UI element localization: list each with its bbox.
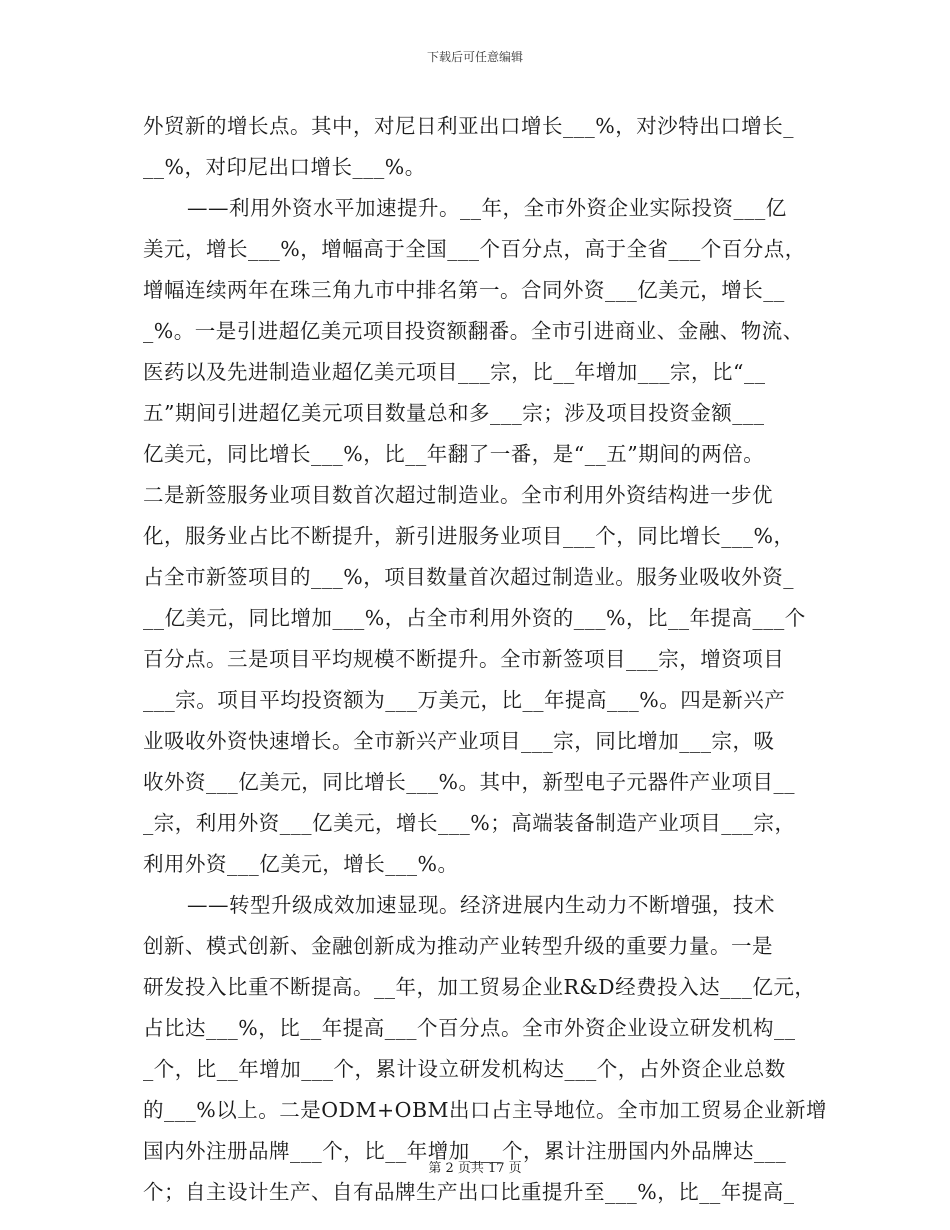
text-line: 业吸收外资快速增长。全市新兴产业项目___宗，同比增加___宗，吸	[143, 729, 775, 753]
page-number: 第 2 页共 17 页	[428, 1161, 522, 1176]
text-line: ——利用外资水平加速提升。__年，全市外资企业实际投资___亿	[187, 196, 787, 220]
text-line: 美元，增长___%，增幅高于全国___个百分点，高于全省___个百分点，	[143, 237, 806, 261]
text-line: 外贸新的增长点。其中，对尼日利亚出口增长___%，对沙特出口增长_	[143, 114, 794, 138]
text-line: 个；自主设计生产、自有品牌生产出口比重提升至___%，比__年提高_	[143, 1180, 795, 1204]
text-line: 创新、模式创新、金融创新成为推动产业转型升级的重要力量。一是	[143, 934, 773, 958]
text-line: _%。一是引进超亿美元项目投资额翻番。全市引进商业、金融、物流、	[143, 319, 804, 343]
text-line: 医药以及先进制造业超亿美元项目___宗，比__年增加___宗，比“__	[143, 360, 766, 384]
text-line: ——转型升级成效加速显现。经济进展内生动力不断增强，技术	[187, 893, 775, 917]
text-line: 五”期间引进超亿美元项目数量总和多___宗；涉及项目投资金额___	[143, 401, 765, 425]
text-line: 收外资___亿美元，同比增长___%。其中，新型电子元器件产业项目__	[143, 770, 795, 794]
text-line: 增幅连续两年在珠三角九市中排名第一。合同外资___亿美元，增长__	[143, 278, 785, 302]
text-line: 研发投入比重不断提高。__年，加工贸易企业R&D经费投入达___亿元，	[143, 975, 816, 999]
text-line: _个，比__年增加___个，累计设立研发机构达___个，占外资企业总数	[143, 1057, 786, 1081]
text-line: __亿美元，同比增加___%，占全市利用外资的___%，比__年提高___个	[143, 606, 806, 630]
text-line: 百分点。三是项目平均规模不断提升。全市新签项目___宗，增资项目	[143, 647, 785, 671]
text-line: 化，服务业占比不断提升，新引进服务业项目___个，同比增长___%，	[143, 524, 795, 548]
text-line: ___宗。项目平均投资额为___万美元，比__年提高___%。四是新兴产	[143, 688, 786, 712]
text-line: 的___%以上。二是ODM+OBM出口占主导地位。全市加工贸易企业新增	[143, 1098, 827, 1122]
text-line: 占比达___%，比__年提高___个百分点。全市外资企业设立研发机构__	[143, 1016, 796, 1040]
document-body	[143, 106, 827, 1213]
text-line: 国内外注册品牌___个，比__年增加___个，累计注册国内外品牌达___	[143, 1139, 787, 1163]
text-line: __%，对印尼出口增长___%。	[143, 155, 426, 179]
text-line: 亿美元，同比增长___%，比__年翻了一番，是“__五”期间的两倍。	[143, 442, 765, 466]
page-header-note: 下载后可任意编辑	[426, 50, 523, 64]
text-line: 占全市新签项目的___%，项目数量首次超过制造业。服务业吸收外资_	[143, 565, 794, 589]
text-line: _宗，利用外资___亿美元，增长___%；高端装备制造产业项目___宗，	[143, 811, 796, 835]
text-line: 二是新签服务业项目数首次超过制造业。全市利用外资结构进一步优	[143, 483, 773, 507]
text-line: 利用外资___亿美元，增长___%。	[143, 852, 459, 876]
